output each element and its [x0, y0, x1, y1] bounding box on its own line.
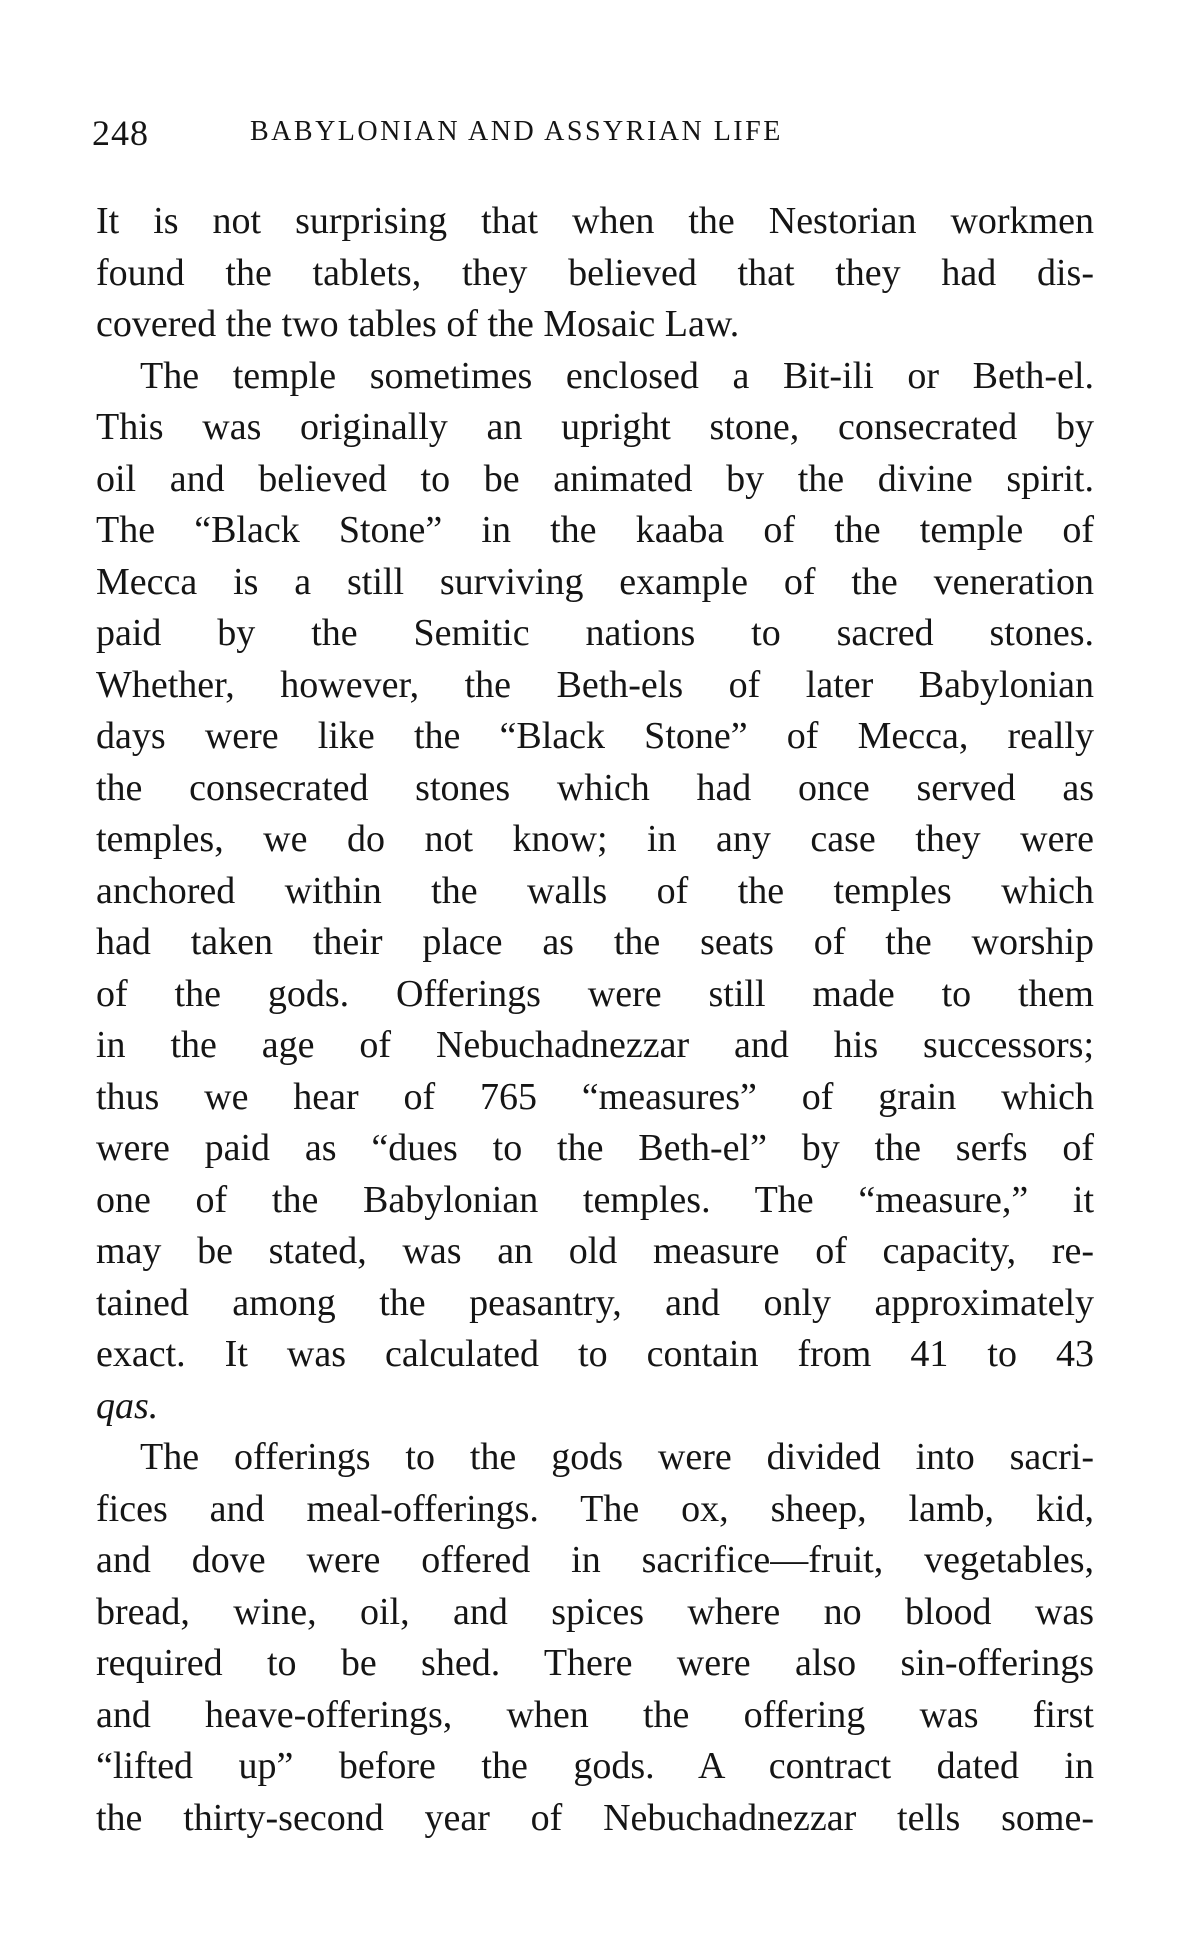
- text-line: bread, wine, oil, and spices where no blood was: [96, 1590, 1094, 1633]
- text-line: This was originally an upright stone, consecrated by: [96, 406, 1094, 448]
- text-line: The temple sometimes enclosed a Bit-ili or Beth-el.: [140, 354, 1094, 397]
- text-line: Mecca is a still surviving example of the veneration: [96, 560, 1094, 603]
- text-line: of the gods. Offerings were still made to them: [96, 972, 1094, 1015]
- page-number: 248: [92, 113, 149, 153]
- running-head: [92, 112, 1092, 160]
- text-line: required to be shed. There were also sin-offerings: [96, 1642, 1094, 1684]
- text-line: days were like the “Black Stone” of Mecca, really: [96, 715, 1094, 757]
- text-line: The offerings to the gods were divided into sacri-: [140, 1436, 1094, 1478]
- text-line: found the tablets, they believed that they had dis-: [96, 251, 1094, 294]
- running-title: BABYLONIAN AND ASSYRIAN LIFE: [250, 116, 783, 147]
- text-line: and dove were offered in sacrifice—fruit, vegetables,: [96, 1539, 1094, 1581]
- text-line: temples, we do not know; in any case they were: [96, 818, 1094, 860]
- text-line: may be stated, was an old measure of capacity, re-: [96, 1230, 1094, 1272]
- text-line: and heave-offerings, when the offering was first: [96, 1693, 1094, 1736]
- text-line: It is not surprising that when the Nestorian workmen: [96, 200, 1094, 242]
- text-line: “lifted up” before the gods. A contract dated in: [96, 1745, 1094, 1787]
- text-line: the consecrated stones which had once served as: [96, 766, 1094, 809]
- text-line: qas.: [96, 1384, 159, 1427]
- text-line: fices and meal-offerings. The ox, sheep, lamb, kid,: [96, 1487, 1094, 1530]
- text-line: exact. It was calculated to contain from 41 to 43: [96, 1333, 1094, 1375]
- text-line: one of the Babylonian temples. The “measure,” it: [96, 1178, 1094, 1221]
- text-line: in the age of Nebuchadnezzar and his successors;: [96, 1024, 1094, 1066]
- text-line: anchored within the walls of the temples which: [96, 869, 1094, 912]
- text-line: Whether, however, the Beth-els of later Babylonian: [96, 663, 1094, 706]
- text-line: paid by the Semitic nations to sacred stones.: [96, 612, 1094, 654]
- text-line: the thirty-second year of Nebuchadnezzar tells some-: [96, 1796, 1094, 1839]
- body-text: [96, 196, 1094, 1844]
- text-line: oil and believed to be animated by the divine spirit.: [96, 457, 1094, 500]
- text-line: tained among the peasantry, and only approximately: [96, 1281, 1094, 1324]
- text-line: thus we hear of 765 “measures” of grain which: [96, 1075, 1094, 1118]
- text-line: were paid as “dues to the Beth-el” by the serfs of: [96, 1127, 1094, 1169]
- text-line: had taken their place as the seats of the worship: [96, 921, 1094, 963]
- text-line: The “Black Stone” in the kaaba of the temple of: [96, 509, 1094, 551]
- text-line: covered the two tables of the Mosaic Law.: [96, 303, 740, 345]
